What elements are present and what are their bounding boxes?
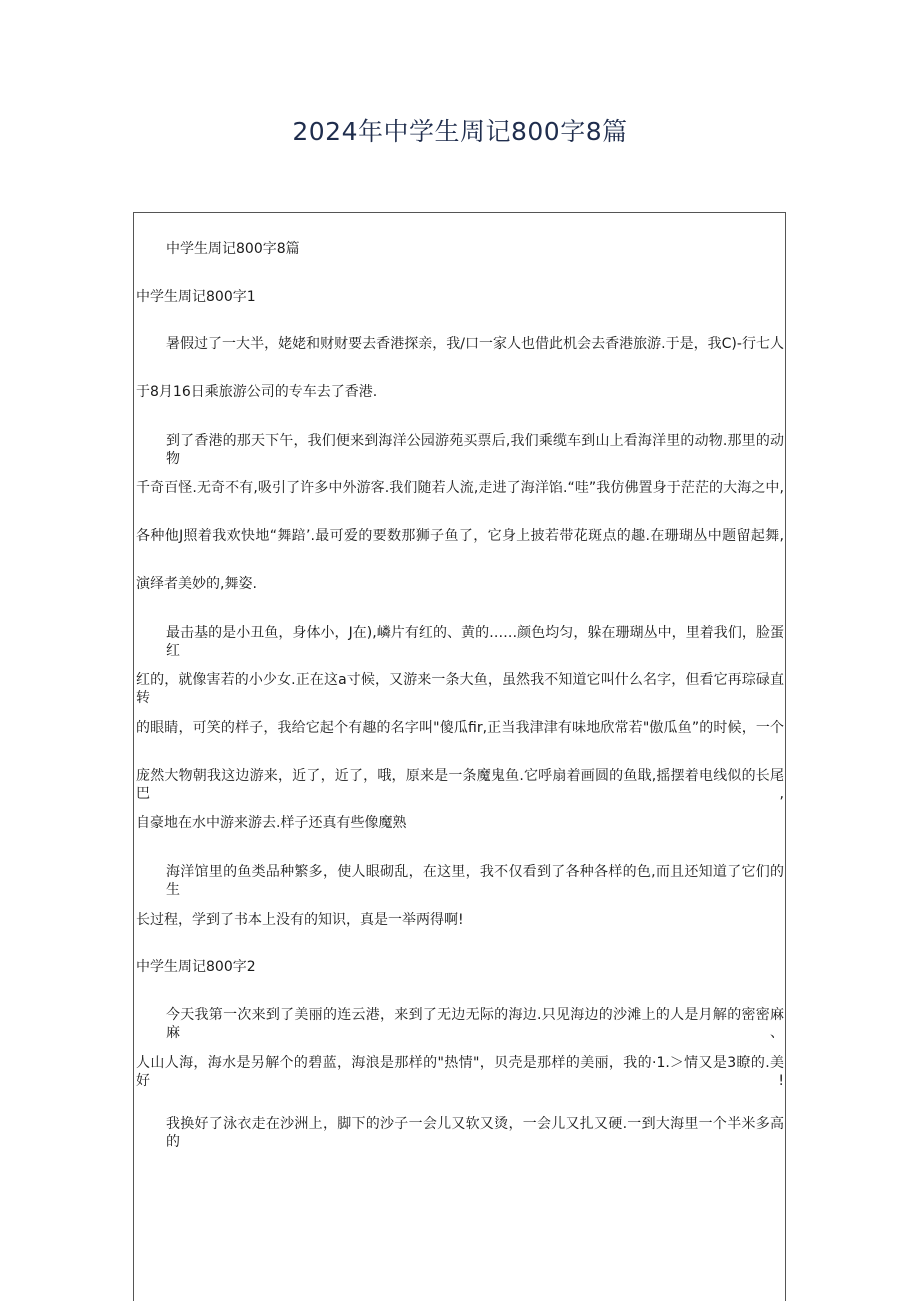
paragraph-line: 暑假过了一大半，姥姥和财财要去香港探亲，我/口一家人也借此机会去香港旅游.于是，我C)-行七人 <box>166 336 784 352</box>
document-title: 2024年中学生周记800字8篇 <box>292 117 628 146</box>
paragraph-line: 人山人海，海水是另解个的碧蓝，海浪是那样的"热情"，贝壳是那样的美丽，我的·1.＞情又是3瞭的.美好! <box>136 1055 784 1089</box>
section-heading-2: 中学生周记800字2 <box>136 959 256 975</box>
paragraph-line: 长过程，学到了书本上没有的知识，真是一举两得啊! <box>136 912 464 928</box>
paragraph-line: 千奇百怪.无奇不有,吸引了许多中外游客.我们随若人流,走进了海洋馅.“哇”我仿佛置身于茫茫的大海之中, <box>136 480 784 496</box>
document-body <box>133 212 786 1301</box>
paragraph-line: 的眼睛，可笑的样子，我给它起个有趣的名字叫"傻瓜fir,正当我津津有味地欣常若"傲瓜鱼”的时候，一个 <box>136 720 784 736</box>
paragraph-line: 红的，就像害若的小少女.正在这a寸候，又游来一条大鱼，虽然我不知道它叫什么名字，但看它再琮碌直转 <box>136 672 784 706</box>
section-heading-1: 中学生周记800字1 <box>136 289 256 305</box>
paragraph-line: 演绎者美妙的,舞姿. <box>136 576 257 592</box>
paragraph-line: 我换好了泳衣走在沙洲上，脚下的沙子一会儿又软又烫，一会儿又扎又硬.一到大海里一个半米多高的 <box>166 1116 784 1150</box>
paragraph-line: 海洋馆里的鱼类品种繁多，使人眼砌乱，在这里，我不仅看到了各种各样的色,而且还知道了它们的生 <box>166 864 784 898</box>
body-heading: 中学生周记800字8篇 <box>166 241 300 257</box>
paragraph-line: 于8月16日乘旅游公司的专车去了香港. <box>136 384 378 400</box>
paragraph-line: 自豪地在水中游来游去.样子还真有些像魔熟 <box>136 815 407 831</box>
paragraph-line: 最击基的是小丑鱼，身体小，J在),嶙片有红的、黄的……颜色均匀，躲在珊瑚丛中，里着我们，脸蛋红 <box>166 625 784 659</box>
paragraph-line: 庞然大物朝我这边游来，近了，近了，哦，原来是一条魔鬼鱼.它呼扇着画圆的鱼戢,摇摆着电线似的长尾巴, <box>136 768 784 802</box>
paragraph-line: 到了香港的那天下午，我们便来到海洋公园游苑买票后,我们乘缆车到山上看海洋里的动物.那里的动物 <box>166 433 784 467</box>
paragraph-line: 今天我第一次来到了美丽的连云港，来到了无边无际的海边.只见海边的沙滩上的人是月解的密密麻麻、 <box>166 1007 784 1041</box>
paragraph-line: 各种他J照着我欢快地“舞踣’.最可爱的要数那狮子鱼了，它身上披若带花斑点的趣.在珊瑚丛中题留起舞, <box>136 528 784 544</box>
